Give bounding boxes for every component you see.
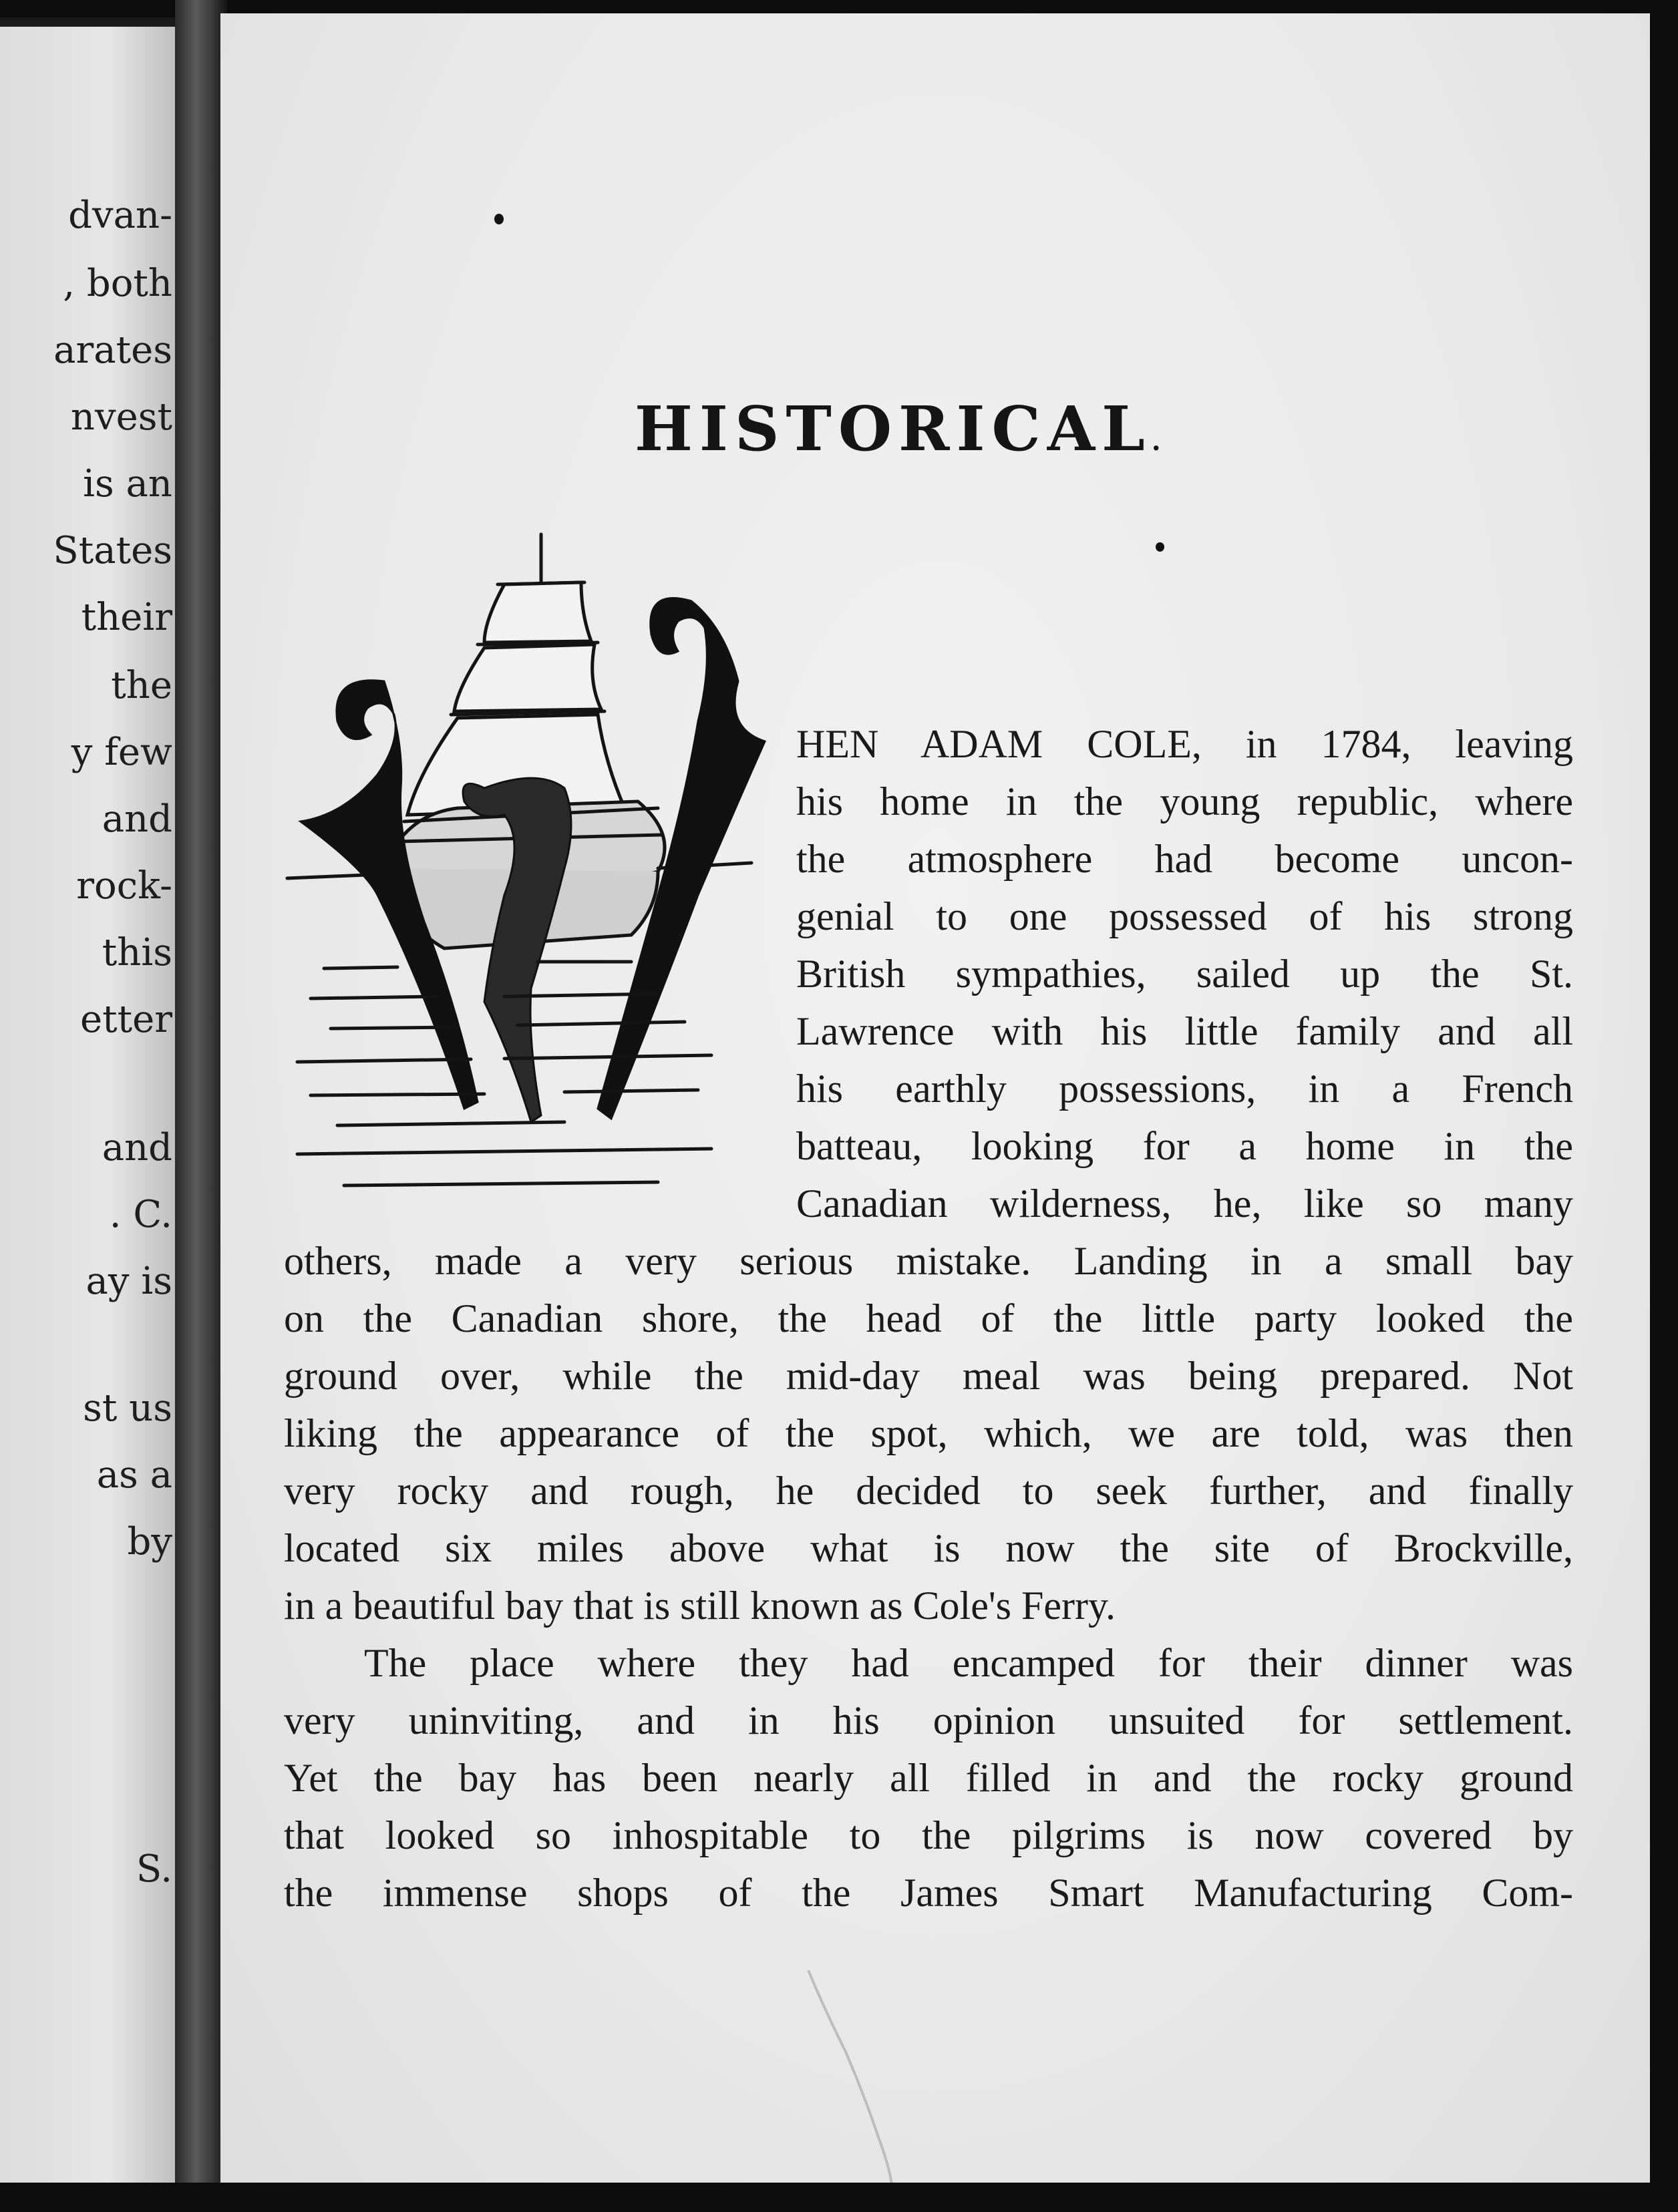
left-page-fragment: st us (83, 1387, 172, 1430)
left-page-fragment: is an (83, 462, 172, 506)
text-line: on the Canadian shore, the head of the little party looked the (284, 1296, 1573, 1340)
text-line: British sympathies, sailed up the St. (796, 952, 1573, 996)
text-line: his home in the young republic, where (796, 779, 1573, 823)
left-page-fragment: dvan- (68, 194, 172, 237)
text-line: HEN ADAM COLE, in 1784, leaving (796, 722, 1573, 766)
text-line: ground over, while the mid-day meal was being prepared. Not (284, 1354, 1573, 1398)
left-page-fragment: rock- (76, 864, 172, 908)
page-title-text: HISTORICAL (635, 393, 1152, 465)
text-line: genial to one possessed of his strong (796, 894, 1573, 938)
page-title (635, 393, 1236, 465)
ink-speck (494, 214, 504, 224)
text-line: the atmosphere had become uncon- (796, 837, 1573, 881)
left-page-fragment: the (111, 664, 172, 707)
left-page-fragment: S. (136, 1847, 172, 1891)
left-page-fragment: arates (53, 329, 172, 372)
text-line: that looked so inhospitable to the pilgrims is now covered by (284, 1813, 1573, 1857)
left-page-fragment: and (102, 1126, 172, 1169)
water-lines-icon (297, 962, 711, 1185)
left-page-fragment: etter (79, 998, 172, 1041)
text-line: others, made a very serious mistake. Landing in a small bay (284, 1239, 1573, 1283)
text-line: very uninviting, and in his opinion unsuited for settlement. (284, 1698, 1573, 1742)
ink-speck (1156, 542, 1164, 552)
scan-border-right (1650, 0, 1678, 2212)
text-line: Yet the bay has been nearly all filled in and the rocky ground (284, 1756, 1573, 1800)
paper-crease (805, 1970, 898, 2184)
scan-border-bottom (0, 2183, 1678, 2212)
left-page-fragment: and (102, 797, 172, 841)
book-gutter (175, 0, 227, 2212)
text-line: Lawrence with his little family and all (796, 1009, 1573, 1053)
left-page (0, 27, 180, 2184)
text-line: in a beautiful bay that is still known as Cole's Ferry. (284, 1584, 1116, 1628)
left-page-fragment: this (102, 931, 172, 974)
left-page-fragment: . C. (109, 1193, 172, 1236)
text-line: located six miles above what is now the site of Brockville, (284, 1526, 1573, 1570)
page-title-period: . (1151, 425, 1161, 457)
left-page-fragment: , both (63, 262, 172, 305)
left-page-fragment: States (53, 529, 172, 572)
decorative-initial-ship-illustration (284, 521, 778, 1222)
left-page-fragment: by (127, 1520, 172, 1563)
text-line: The place where they had encamped for their dinner was (364, 1641, 1573, 1685)
text-line: his earthly possessions, in a French (796, 1067, 1573, 1111)
text-line: the immense shops of the James Smart Manufacturing Com- (284, 1871, 1573, 1915)
text-line: liking the appearance of the spot, which, we are told, was then (284, 1411, 1573, 1455)
text-line: very rocky and rough, he decided to seek further, and finally (284, 1469, 1573, 1513)
left-page-fragment: their (81, 596, 172, 639)
left-page-fragment: nvest (70, 395, 172, 439)
left-page-fragment: as a (96, 1453, 172, 1497)
left-page-fragment: y few (71, 731, 172, 774)
text-line: batteau, looking for a home in the (796, 1124, 1573, 1168)
text-line: Canadian wilderness, he, like so many (796, 1181, 1573, 1226)
left-page-fragment: ay is (86, 1260, 172, 1303)
